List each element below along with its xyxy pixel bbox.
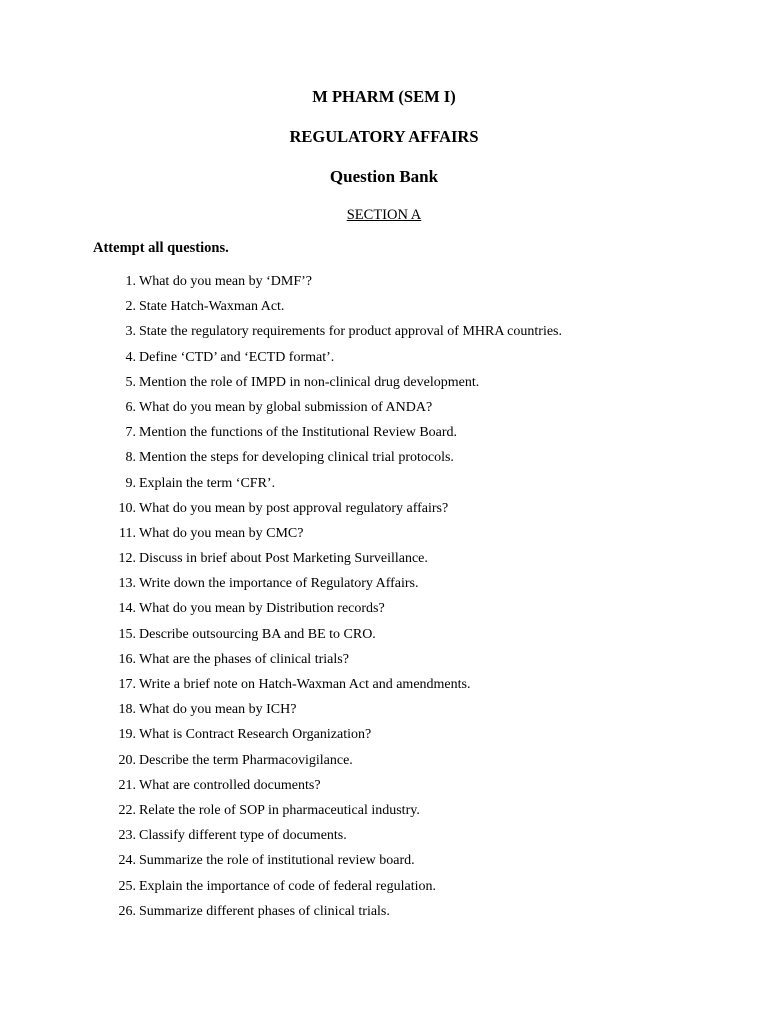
question-text: State the regulatory requirements for product approval of MHRA countries. <box>139 324 562 340</box>
question-item <box>0 298 768 323</box>
question-text: Explain the term ‘CFR’. <box>139 475 276 491</box>
question-number: 22. <box>118 802 136 818</box>
question-item <box>0 777 768 802</box>
question-number: 15. <box>118 626 136 642</box>
question-text: Write a brief note on Hatch-Waxman Act and amendments. <box>139 677 471 692</box>
question-number: 24. <box>118 853 136 869</box>
question-number: 7. <box>125 425 136 441</box>
question-item <box>0 575 768 600</box>
question-text: Mention the steps for developing clinical trial protocols. <box>139 450 454 466</box>
question-text: Mention the functions of the Institutional Review Board. <box>139 425 458 441</box>
question-text: State Hatch-Waxman Act. <box>139 299 285 315</box>
question-item <box>0 374 768 399</box>
question-list <box>0 273 768 928</box>
question-number: 2. <box>125 299 136 315</box>
question-text: Define ‘CTD’ and ‘ECTD format’. <box>139 349 335 365</box>
question-text: What do you mean by ‘DMF’? <box>139 274 313 289</box>
question-number: 23. <box>118 828 136 844</box>
question-item <box>0 500 768 525</box>
question-item <box>0 878 768 903</box>
question-number: 6. <box>125 399 136 415</box>
question-item <box>0 752 768 777</box>
question-number: 3. <box>125 324 136 340</box>
question-item <box>0 600 768 625</box>
question-number: 25. <box>118 878 136 894</box>
question-item <box>0 399 768 424</box>
question-number: 26. <box>118 903 136 919</box>
question-item <box>0 449 768 474</box>
question-number: 9. <box>125 475 136 491</box>
question-text: What are the phases of clinical trials? <box>139 651 349 667</box>
question-text: What are controlled documents? <box>139 777 321 793</box>
question-number: 16. <box>118 651 136 667</box>
question-text: Describe outsourcing BA and BE to CRO. <box>139 626 376 642</box>
course-title: M PHARM (SEM I) <box>312 87 456 106</box>
question-text: Summarize different phases of clinical trials. <box>139 903 390 919</box>
subject-title: REGULATORY AFFAIRS <box>289 127 479 146</box>
question-number: 4. <box>125 349 136 365</box>
question-number: 20. <box>118 752 136 768</box>
question-text: Write down the importance of Regulatory Affairs. <box>139 576 419 592</box>
question-text: Mention the role of IMPD in non-clinical drug development. <box>139 374 480 390</box>
question-item <box>0 626 768 651</box>
question-number: 11. <box>119 525 136 541</box>
question-text: Discuss in brief about Post Marketing Surveillance. <box>139 551 428 567</box>
section-heading: SECTION A <box>346 207 422 223</box>
question-item <box>0 802 768 827</box>
question-item <box>0 424 768 449</box>
question-item <box>0 701 768 726</box>
question-number: 17. <box>118 677 136 692</box>
question-text: Classify different type of documents. <box>139 828 347 844</box>
question-text: What do you mean by global submission of ANDA? <box>139 399 433 415</box>
question-item <box>0 651 768 676</box>
question-text: Explain the importance of code of federal regulation. <box>139 878 436 894</box>
question-number: 12. <box>118 551 136 567</box>
question-text: What do you mean by Distribution records? <box>139 601 385 617</box>
question-text: Summarize the role of institutional review board. <box>139 853 415 869</box>
question-number: 21. <box>118 777 136 793</box>
question-number: 18. <box>118 702 136 718</box>
question-item <box>0 726 768 751</box>
question-number: 8. <box>125 450 136 466</box>
question-text: What do you mean by post approval regulatory affairs? <box>139 500 449 516</box>
question-item <box>0 525 768 550</box>
question-item <box>0 676 768 701</box>
question-number: 19. <box>118 727 136 743</box>
question-number: 14. <box>118 601 136 617</box>
question-number: 13. <box>118 576 136 592</box>
question-text: Relate the role of SOP in pharmaceutical industry. <box>139 802 420 818</box>
question-text: What do you mean by CMC? <box>139 525 304 541</box>
document-type-title: Question Bank <box>329 167 439 186</box>
question-text: What is Contract Research Organization? <box>139 727 372 743</box>
question-item <box>0 852 768 877</box>
question-text: What do you mean by ICH? <box>139 702 297 718</box>
question-number: 10. <box>118 500 136 516</box>
question-number: 1. <box>125 274 136 289</box>
question-item <box>0 273 768 298</box>
question-text: Describe the term Pharmacovigilance. <box>139 752 353 768</box>
question-number: 5. <box>125 374 136 390</box>
question-item <box>0 349 768 374</box>
question-item <box>0 475 768 500</box>
question-item <box>0 323 768 348</box>
question-item <box>0 903 768 928</box>
question-item <box>0 827 768 852</box>
instruction-text: Attempt all questions. <box>93 240 229 256</box>
question-item <box>0 550 768 575</box>
